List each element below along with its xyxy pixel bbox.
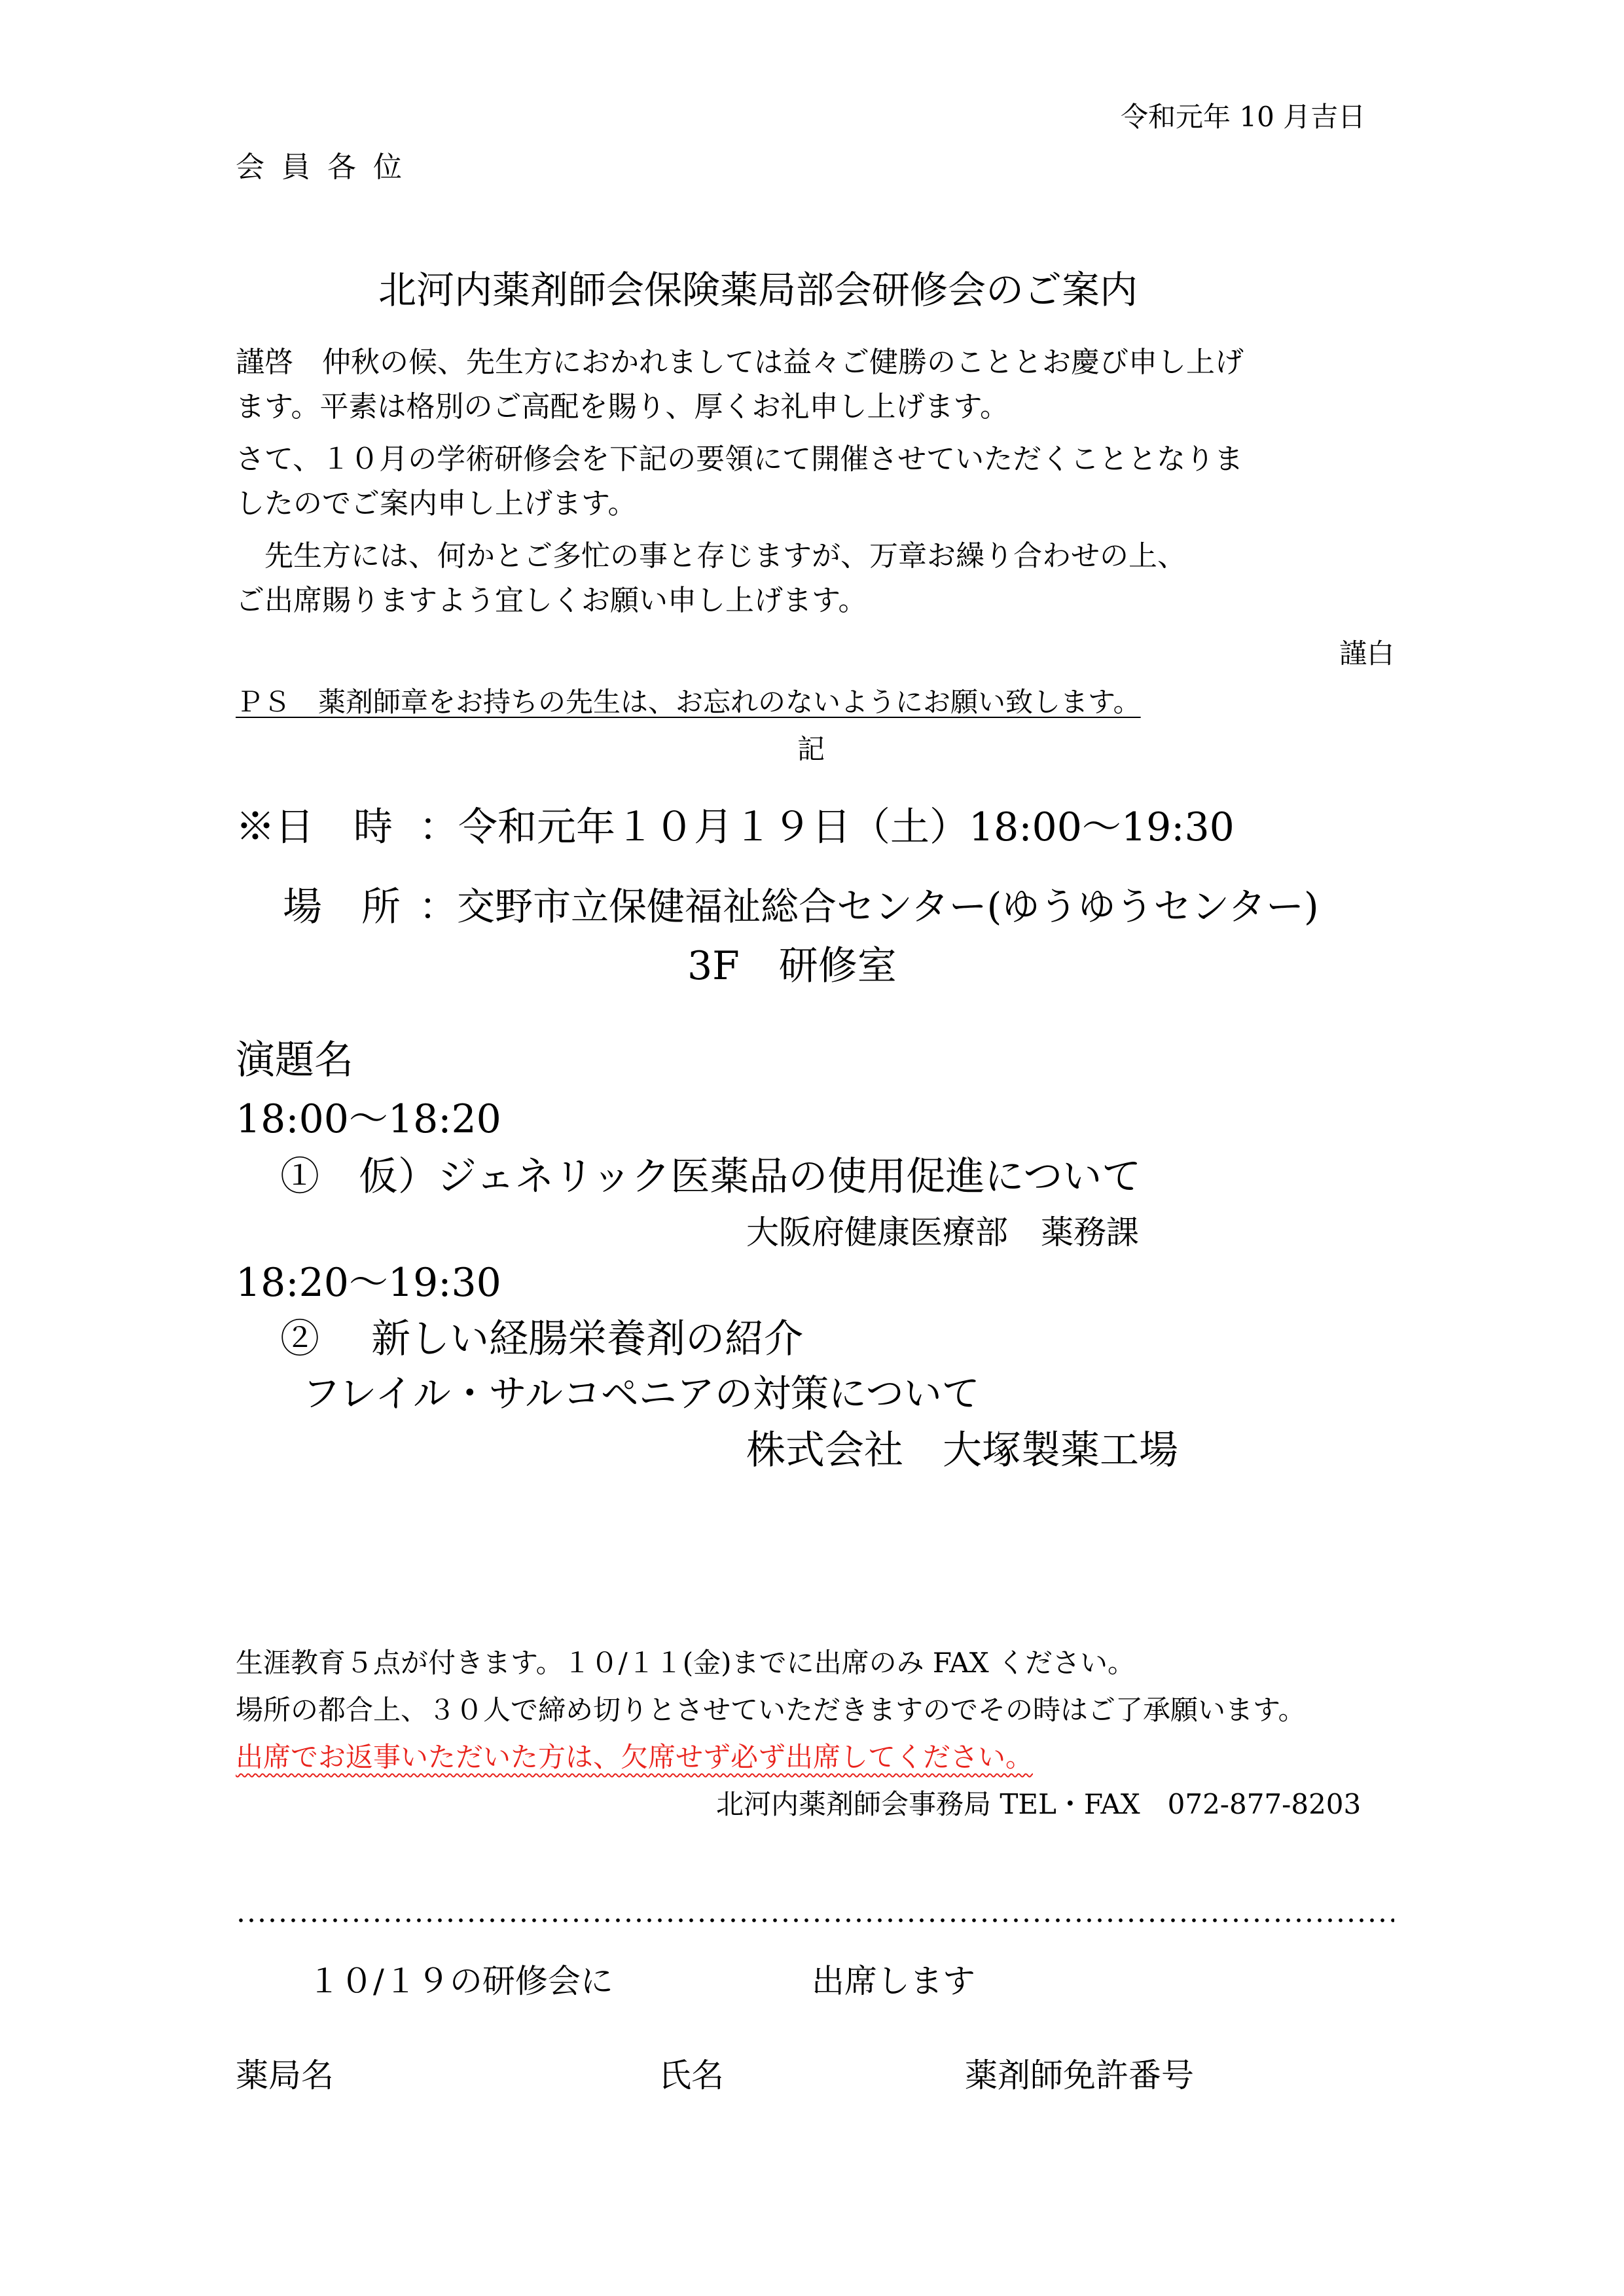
ki-marker: 記 xyxy=(797,733,825,765)
session2-title: ② 新しい経腸栄養剤の紹介 xyxy=(280,1316,804,1362)
session2-subtitle: フレイル・サルコペニアの対策について xyxy=(302,1371,980,1416)
contact-info: 北河内薬剤師会事務局 TEL・FAX 072-877-8203 xyxy=(716,1788,1362,1820)
event-datetime-value: ：令和元年１０月１９日（土）18:00～19:30 xyxy=(419,804,1235,850)
session2-time: 18:20～19:30 xyxy=(236,1260,501,1306)
event-room: 3F 研修室 xyxy=(687,943,897,989)
event-place-value: ：交野市立保健福祉総合センター(ゆうゆうセンター) xyxy=(419,884,1319,929)
note-attendance-warning: 出席でお返事いただいた方は、欠席せず必ず出席してください。 xyxy=(236,1741,1034,1773)
postscript-note: ＰＳ 薬剤師章をお持ちの先生は、お忘れのないようにお願い致します。 xyxy=(236,686,1141,718)
note-capacity: 場所の都合上、３０人で締め切りとさせていただきますのでその時はご了承願います。 xyxy=(236,1694,1306,1726)
pharmacy-name-label: 薬局名 xyxy=(236,2056,334,2094)
session1-time: 18:00～18:20 xyxy=(236,1096,501,1142)
program-heading: 演題名 xyxy=(236,1037,353,1083)
body-paragraph-line: 先生方には、何かとご多忙の事と存じますが、万章お繰り合わせの上、 xyxy=(236,539,1186,573)
addressee: 会 員 各 位 xyxy=(236,151,406,184)
event-place-label: 場 所 xyxy=(283,884,401,930)
session1-title: ① 仮）ジェネリック医薬品の使用促進について xyxy=(280,1154,1142,1200)
body-paragraph-line: ご出席賜りますよう宜しくお願い申し上げます。 xyxy=(236,584,867,617)
issue-date: 令和元年 10 月吉日 xyxy=(1121,101,1366,133)
reply-attend-option[interactable]: 出席します xyxy=(812,1962,975,2000)
license-number-label: 薬剤師免許番号 xyxy=(965,2056,1194,2094)
document-title: 北河内薬剤師会保険薬局部会研修会のご案内 xyxy=(378,268,1138,312)
body-paragraph-line: 謹啓 仲秋の候、先生方におかれましては益々ご健勝のこととお慶び申し上げ xyxy=(236,346,1244,379)
closing-word: 謹白 xyxy=(1339,637,1395,670)
dotted-separator xyxy=(236,1918,1394,1923)
note-ce-credits: 生涯教育５点が付きます。１０/１１(金)までに出席のみ FAX ください。 xyxy=(236,1647,1135,1679)
body-paragraph-line: さて、１０月の学術研修会を下記の要領にて開催させていただくこととなりま xyxy=(236,442,1244,476)
session1-speaker: 大阪府健康医療部 薬務課 xyxy=(746,1213,1139,1251)
body-paragraph-line: ます。平素は格別のご高配を賜り、厚くお礼申し上げます。 xyxy=(236,390,1009,423)
session2-speaker: 株式会社 大塚製薬工場 xyxy=(746,1427,1178,1473)
name-label: 氏名 xyxy=(659,2056,724,2094)
body-paragraph-line: したのでご案内申し上げます。 xyxy=(236,487,637,520)
event-datetime-label: ※日 時 xyxy=(236,804,393,850)
reply-prompt: １０/１９の研修会に xyxy=(308,1962,613,2000)
